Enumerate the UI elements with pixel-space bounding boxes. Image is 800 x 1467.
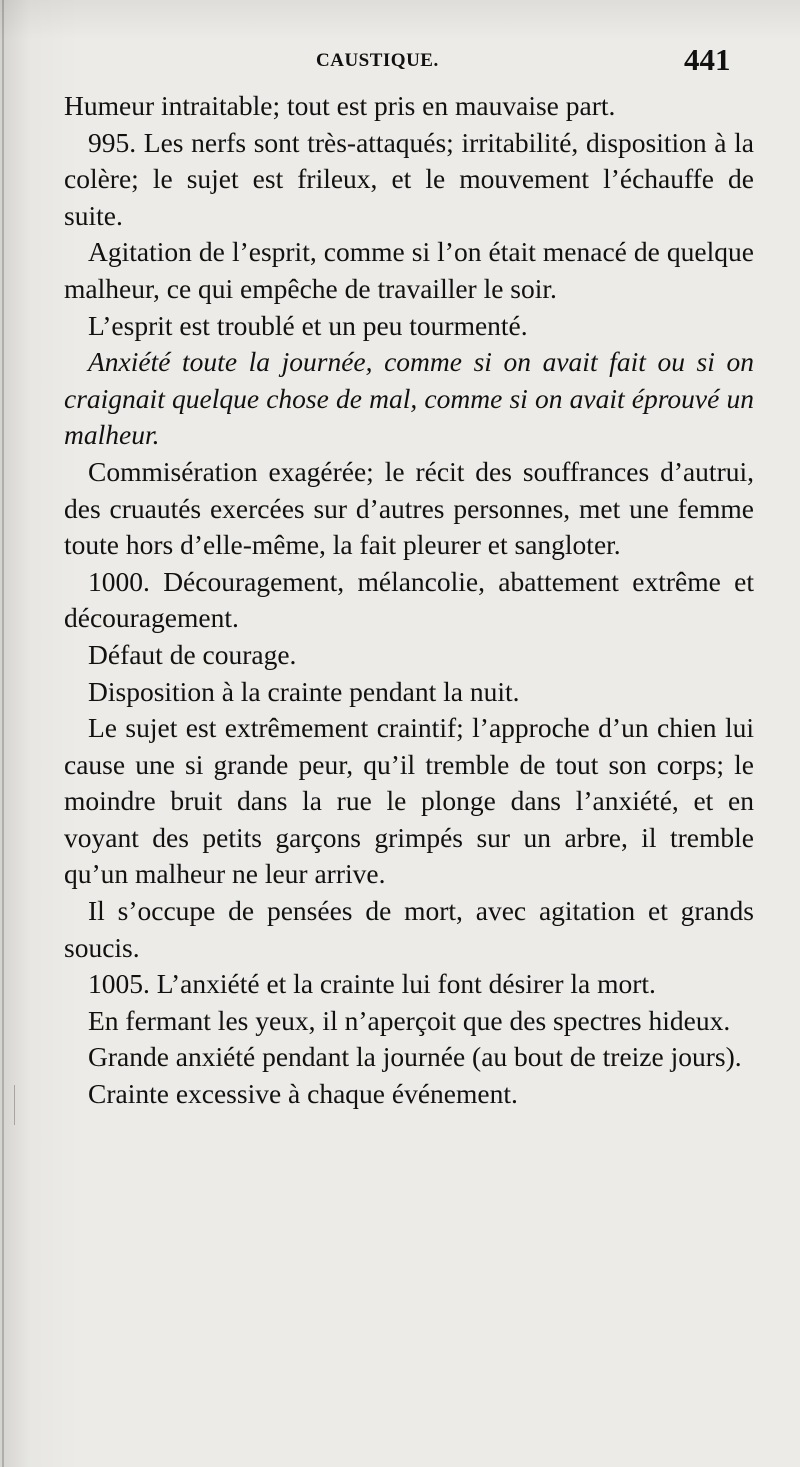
paragraph-2: 995. Les nerfs sont très-attaqués; irritabilité, disposition à la colère; le sujet est frileux, et le mouvement l’échauffe de suite. (64, 126, 754, 231)
running-title: CAUSTIQUE. (316, 50, 439, 71)
margin-scratch (14, 1085, 15, 1125)
paragraph-11: Il s’occupe de pensées de mort, avec agitation et grands soucis. (64, 895, 754, 963)
paragraph-10: Le sujet est extrêmement craintif; l’approche d’un chien lui cause une si grande peur, qu’il tremble de tout son corps; le moindre bruit dans la rue le plonge dans l’anxiété, et en voyant des petits garçons grimpés sur un arbre, il tremble qu’un malheur ne leur arrive. (64, 712, 754, 890)
paragraph-12: 1005. L’anxiété et la crainte lui font désirer la mort. (88, 968, 656, 1000)
paragraph-6: Commisération exagérée; le récit des souffrances d’autrui, des cruautés exercées sur d’autres personnes, met une femme toute hors d’elle-même, la fait pleurer et sangloter. (64, 455, 754, 561)
page-body (64, 88, 754, 1113)
paragraph-13: En fermant les yeux, il n’aperçoit que des spectres hideux. (88, 1004, 731, 1036)
paragraph-8: Défaut de courage. (88, 638, 297, 670)
page-number: 441 (684, 42, 731, 77)
paragraph-15: Crainte excessive à chaque événement. (88, 1078, 518, 1110)
paragraph-9: Disposition à la crainte pendant la nuit. (88, 675, 520, 707)
paragraph-14: Grande anxiété pendant la journée (au bout de treize jours). (88, 1041, 742, 1073)
page-edge-shadow (2, 0, 4, 1467)
paragraph-3: Agitation de l’esprit, comme si l’on était menacé de quelque malheur, ce qui empêche de travailler le soir. (64, 236, 754, 304)
paragraph-7: 1000. Découragement, mélancolie, abattement extrême et découragement. (64, 565, 754, 634)
paragraph-4: L’esprit est troublé et un peu tourmenté. (88, 309, 528, 341)
paragraph-1: Humeur intraitable; tout est pris en mauvaise part. (64, 90, 616, 121)
paragraph-5: Anxiété toute la journée, comme si on avait fait ou si on craignait quelque chose de mal, comme si on avait éprouvé un malheur. (64, 346, 754, 451)
page-header (0, 42, 800, 86)
